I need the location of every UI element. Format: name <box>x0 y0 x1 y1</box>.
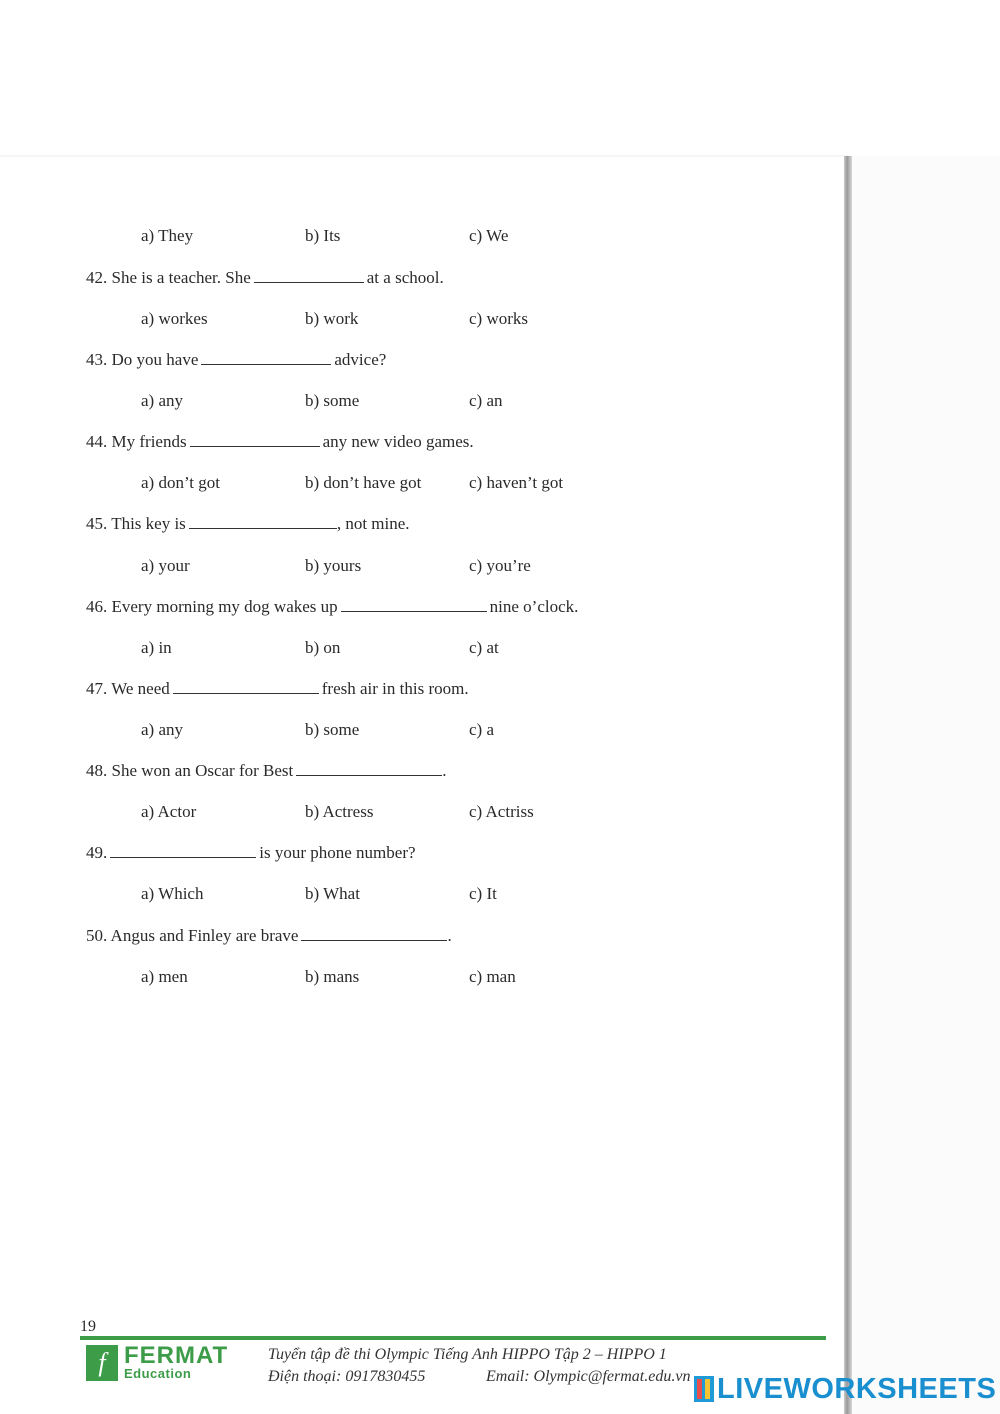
option-b[interactable]: b) mans <box>305 967 360 986</box>
question-text-end: nine o’clock. <box>489 597 579 616</box>
answer-blank[interactable] <box>110 843 256 858</box>
question-46 <box>86 597 578 617</box>
page-number: 19 <box>80 1318 96 1335</box>
option-c[interactable]: c) you’re <box>469 556 531 575</box>
question-text-end: is your phone number? <box>259 843 416 862</box>
option-b[interactable]: b) don’t have got <box>305 473 422 492</box>
option-b[interactable]: b) Its <box>305 226 341 245</box>
options-q46 <box>141 638 741 660</box>
option-c[interactable]: c) an <box>469 391 503 410</box>
question-text: 50. Angus and Finley are brave <box>86 926 299 945</box>
option-a[interactable]: a) Which <box>141 884 204 903</box>
option-b[interactable]: b) Actress <box>305 802 374 821</box>
answer-blank[interactable] <box>341 597 487 612</box>
question-text-end: , not mine. <box>336 514 410 533</box>
option-c[interactable]: c) It <box>469 884 497 903</box>
question-text: 44. My friends <box>86 432 187 451</box>
scan-background <box>852 156 1000 1414</box>
question-text: 47. We need <box>86 679 170 698</box>
question-text-end: . <box>442 761 447 780</box>
option-a[interactable]: a) in <box>141 638 172 657</box>
footer-divider <box>80 1336 826 1340</box>
option-c[interactable]: c) We <box>469 226 509 245</box>
options-q42 <box>141 309 741 331</box>
option-c[interactable]: c) haven’t got <box>469 473 564 492</box>
fermat-logo-subtitle: Education <box>124 1366 192 1381</box>
phone-number: Điện thoại: 0917830455 <box>268 1368 426 1385</box>
option-b[interactable]: b) What <box>305 884 360 903</box>
page-binding-shadow <box>844 156 852 1414</box>
option-a[interactable]: a) any <box>141 391 184 410</box>
question-49 <box>86 843 416 863</box>
liveworksheets-logo-icon <box>694 1376 714 1402</box>
option-c[interactable]: c) a <box>469 720 495 739</box>
question-44 <box>86 432 474 452</box>
question-text-end: at a school. <box>366 268 444 287</box>
answer-blank[interactable] <box>201 350 331 365</box>
options-q43 <box>141 391 741 413</box>
options-q50 <box>141 967 741 989</box>
answer-blank[interactable] <box>296 761 442 776</box>
options-q44 <box>141 473 741 495</box>
scan-page-edge <box>0 155 848 158</box>
option-b[interactable]: b) on <box>305 638 341 657</box>
question-text: 45. This key is <box>86 514 186 533</box>
option-c[interactable]: c) Actriss <box>469 802 534 821</box>
question-45 <box>86 514 410 534</box>
question-text-end: advice? <box>334 350 387 369</box>
options-q45 <box>141 556 741 578</box>
option-b[interactable]: b) some <box>305 391 360 410</box>
book-title: Tuyển tập đề thi Olympic Tiếng Anh HIPPO Tập 2 – HIPPO 1 <box>268 1346 667 1363</box>
question-text-end: any new video games. <box>322 432 474 451</box>
option-a[interactable]: a) They <box>141 226 194 245</box>
fermat-logo-name: FERMAT <box>124 1342 229 1369</box>
answer-blank[interactable] <box>301 926 447 941</box>
question-text: 48. She won an Oscar for Best <box>86 761 294 780</box>
question-43 <box>86 350 386 370</box>
option-c[interactable]: c) at <box>469 638 499 657</box>
question-text-end: . <box>447 926 452 945</box>
question-text: 43. Do you have <box>86 350 199 369</box>
blank-top-margin <box>0 0 1000 155</box>
liveworksheets-watermark[interactable]: LIVEWORKSHEETS <box>717 1373 997 1405</box>
question-text-end: fresh air in this room. <box>321 679 469 698</box>
answer-blank[interactable] <box>173 679 319 694</box>
option-a[interactable]: a) any <box>141 720 184 739</box>
question-text: 46. Every morning my dog wakes up <box>86 597 338 616</box>
option-b[interactable]: b) yours <box>305 556 362 575</box>
answer-blank[interactable] <box>254 268 364 283</box>
option-c[interactable]: c) man <box>469 967 516 986</box>
options-q47 <box>141 720 741 742</box>
answer-blank[interactable] <box>190 432 320 447</box>
option-a[interactable]: a) your <box>141 556 190 575</box>
options-q41 <box>141 226 741 248</box>
option-a[interactable]: a) Actor <box>141 802 197 821</box>
option-a[interactable]: a) men <box>141 967 188 986</box>
question-42 <box>86 268 444 288</box>
answer-blank[interactable] <box>189 514 337 529</box>
question-text: 42. She is a teacher. She <box>86 268 251 287</box>
question-47 <box>86 679 469 699</box>
options-q49 <box>141 884 741 906</box>
option-a[interactable]: a) workes <box>141 309 208 328</box>
option-c[interactable]: c) works <box>469 309 529 328</box>
options-q48 <box>141 802 741 824</box>
option-b[interactable]: b) some <box>305 720 360 739</box>
question-48 <box>86 761 447 781</box>
question-text: 49. <box>86 843 108 862</box>
option-b[interactable]: b) work <box>305 309 359 328</box>
question-50 <box>86 926 452 946</box>
option-a[interactable]: a) don’t got <box>141 473 221 492</box>
fermat-logo-icon: f <box>86 1345 118 1381</box>
email-address: Email: Olympic@fermat.edu.vn <box>486 1368 691 1385</box>
